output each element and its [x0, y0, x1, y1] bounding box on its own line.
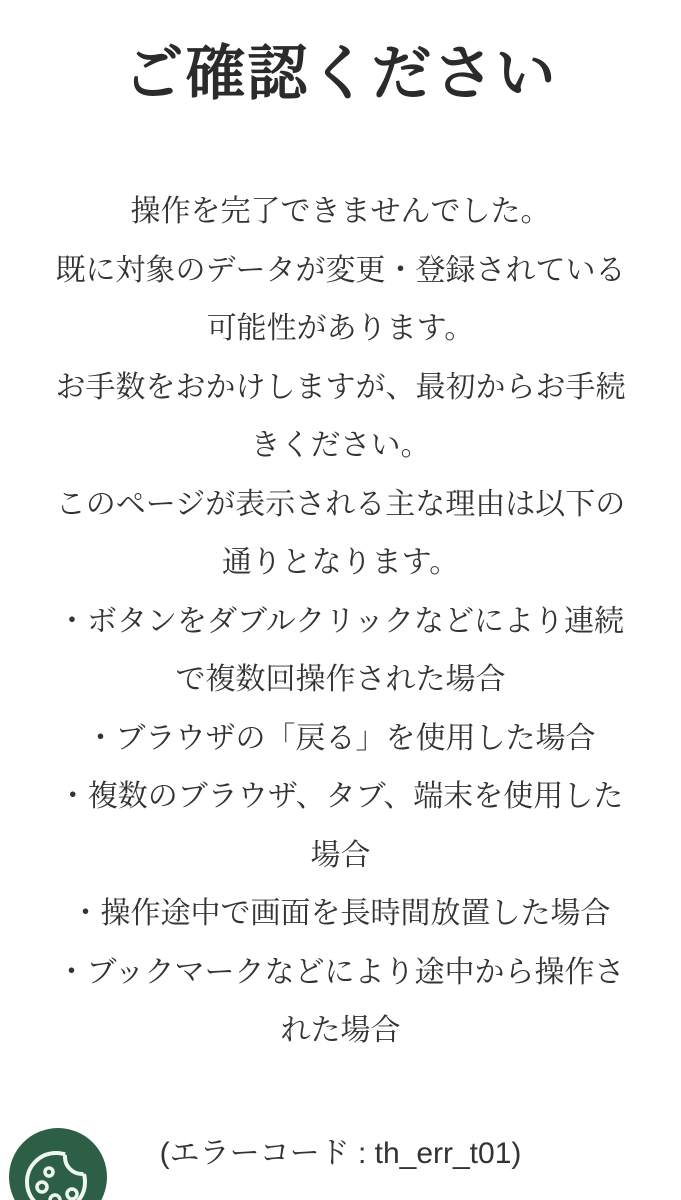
- message-line: 操作を完了できませんでした。: [130, 195, 551, 228]
- page-title: ご確認ください: [123, 40, 558, 107]
- message-line: お手数をおかけしますが、最初からお手続: [55, 370, 626, 404]
- message-line: ・ボタンをダブルクリックなどにより連続: [57, 604, 624, 638]
- cookie-icon: [9, 1128, 107, 1200]
- message-line: 場合: [310, 838, 371, 872]
- cookie-consent-button[interactable]: [9, 1128, 107, 1200]
- message-line: ・複数のブラウザ、タブ、端末を使用した: [57, 780, 624, 813]
- message-line: ・操作途中で画面を長時間放置した場合: [70, 897, 611, 930]
- error-message: [0, 183, 681, 1061]
- message-line: きください。: [250, 429, 431, 462]
- message-line: 通りとなります。: [221, 546, 460, 579]
- message-line: ・ブラウザの「戻る」を使用した場合: [85, 721, 596, 755]
- message-line: 可能性があります。: [206, 312, 475, 345]
- message-line: 既に対象のデータが変更・登録されている: [55, 253, 626, 287]
- message-line: れた場合: [280, 1014, 401, 1047]
- message-line: ・ブックマークなどにより途中から操作さ: [56, 955, 625, 989]
- error-code: (エラーコード : th_err_t01): [159, 1136, 522, 1170]
- message-line: このページが表示される主な理由は以下の: [55, 487, 626, 521]
- message-line: で複数回操作された場合: [175, 663, 506, 696]
